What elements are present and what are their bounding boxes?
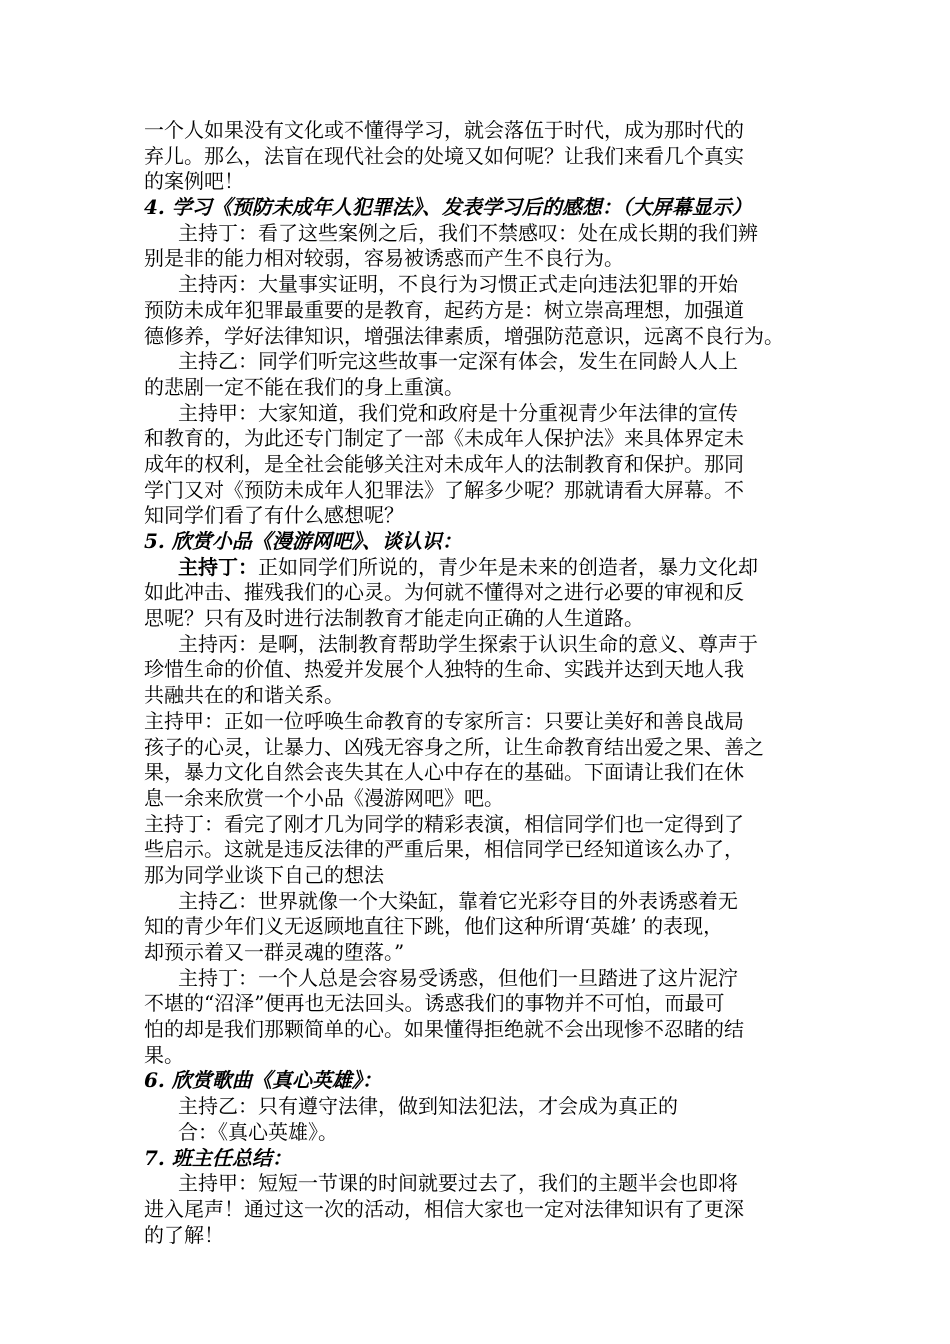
paragraph-line: 主持丁：一个人总是会容易受诱惑，但他们一旦踏进了这片泥泞 [178, 965, 738, 990]
paragraph-line: 别是非的能力相对较弱，容易被诱惑而产生不良行为。 [144, 246, 624, 271]
section-heading: 6. 欣赏歌曲《真心英雄》： [144, 1068, 382, 1093]
paragraph-line: 和教育的，为此还专门制定了一部《未成年人保护法》来具体界定未 [144, 426, 744, 451]
paragraph-line: 知的青少年们义无返顾地直往下跳，他们这种所谓‘英雄’ 的表现， [144, 914, 724, 939]
paragraph-line: 主持甲：大家知道，我们党和政府是十分重视青少年法律的宣传 [178, 400, 738, 425]
paragraph-line: 些启示。这就是违反法律的严重后果，相信同学已经知道该么办了， [144, 837, 744, 862]
paragraph-line: 主持乙：只有遵守法律，做到知法犯法，才会成为真正的 [178, 1094, 678, 1119]
paragraph-line: 德修养，学好法律知识，增强法律素质，增强防范意识，远离不良行为。 [144, 323, 784, 348]
paragraph-line: 息一余来欣赏一个小品《漫游网吧》吧。 [144, 785, 504, 810]
section-heading: 7. 班主任总结： [144, 1145, 292, 1170]
speaker-label: 主持丁： [178, 554, 258, 579]
paragraph-line: 一个人如果没有文化或不懂得学习，就会落伍于时代，成为那时代的 [144, 118, 744, 142]
paragraph-line: 主持丁：看完了刚才几为同学的精彩表演，相信同学们也一定得到了 [144, 811, 744, 836]
speaker-text: 正如同学们所说的，青少年是未来的创造者，暴力文化却 [258, 554, 758, 579]
paragraph-line: 珍惜生命的价值、热爱并发展个人独特的生命、实践并达到天地人我 [144, 657, 744, 682]
paragraph-line: 成年的权利，是全社会能够关注对未成年人的法制教育和保护。那同 [144, 451, 744, 476]
paragraph-line: 主持乙：同学们听完这些故事一定深有体会，发生在同龄人人上 [178, 349, 738, 374]
paragraph-line: 进入尾声！通过这一次的活动，相信大家也一定对法律知识有了更深 [144, 1196, 744, 1221]
section-heading: 4. 学习《预防未成年人犯罪法》、发表学习后的感想：（大屏幕显示） [144, 195, 752, 220]
paragraph-line: 主持甲：短短一节课的时间就要过去了，我们的主题半会也即将 [178, 1171, 738, 1196]
paragraph-line: 却预示着又一群灵魂的堕落。” [144, 940, 405, 964]
paragraph-line: 思呢？只有及时进行法制教育才能走向正确的人生道路。 [144, 606, 644, 631]
paragraph-line: 学门又对《预防未成年人犯罪法》了解多少呢？那就请看大屏幕。不 [144, 477, 744, 502]
paragraph-line: 主持乙：世界就像一个大染缸，靠着它光彩夺目的外表诱惑着无 [178, 888, 738, 913]
paragraph-line: 弃儿。那么，法盲在现代社会的处境又如何呢？让我们来看几个真实 [144, 143, 744, 168]
paragraph-line: 怕的却是我们那颗简单的心。如果懂得拒绝就不会出现惨不忍睹的结 [144, 1017, 744, 1042]
paragraph-line: 主持丁：看了这些案例之后，我们不禁感叹：处在成长期的我们辨 [178, 220, 758, 245]
paragraph-line: 的悲剧一定不能在我们的身上重演。 [144, 374, 464, 399]
document-page [144, 118, 816, 1248]
paragraph-line: 果。 [144, 1042, 184, 1067]
paragraph-line: 主持甲：正如一位呼唤生命教育的专家所言：只要让美好和善良战局 [144, 708, 744, 733]
paragraph-line: 共融共在的和谐关系。 [144, 683, 344, 708]
paragraph-line [144, 555, 816, 581]
paragraph-line: 主持丙：大量事实证明，不良行为习惯正式走向违法犯罪的开始 [178, 272, 738, 297]
paragraph-line: 果，暴力文化自然会丧失其在人心中存在的基础。下面请让我们在休 [144, 760, 744, 785]
section-heading: 5. 欣赏小品《漫游网吧》、谈认识： [144, 529, 462, 553]
paragraph-line: 如此冲击、摧残我们的心灵。为何就不懂得对之进行必要的审视和反 [144, 580, 744, 605]
paragraph-line: 那为同学业谈下自己的想法 [144, 862, 384, 887]
paragraph-line: 孩子的心灵，让暴力、凶残无容身之所，让生命教育结出爱之果、善之 [144, 734, 764, 759]
paragraph-line: 的案例吧！ [144, 169, 244, 194]
paragraph-line: 主持丙：是啊，法制教育帮助学生探索于认识生命的意义、尊声于 [178, 631, 758, 656]
paragraph-line: 的了解！ [144, 1222, 224, 1247]
paragraph-line: 合：《真心英雄》。 [178, 1119, 338, 1144]
paragraph-line: 知同学们看了有什么感想呢？ [144, 503, 404, 528]
paragraph-line: 不堪的“沼泽”便再也无法回头。诱惑我们的事物并不可怕，而最可 [144, 991, 725, 1016]
paragraph-line: 预防未成年犯罪最重要的是教育，起药方是：树立崇高理想，加强道 [144, 297, 744, 322]
